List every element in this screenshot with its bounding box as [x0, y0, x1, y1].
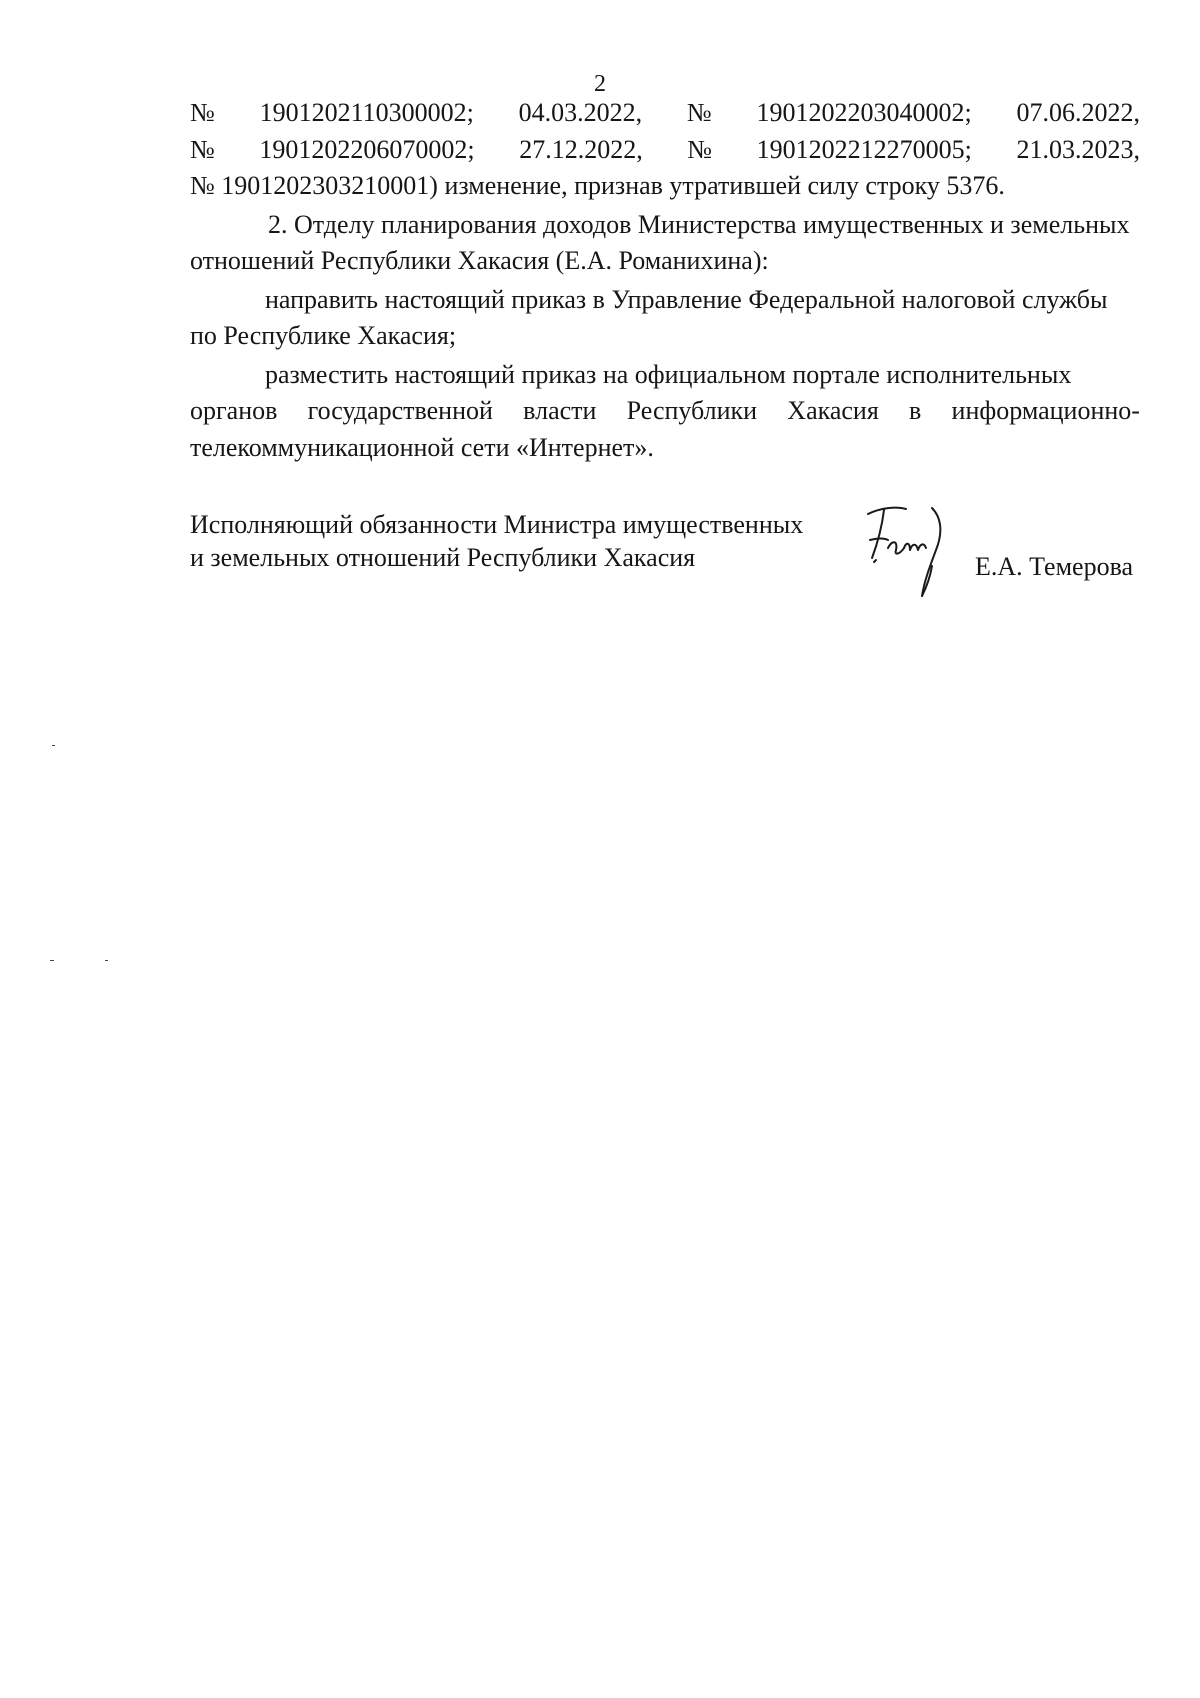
- number-sign: №: [687, 134, 713, 164]
- registration-number: 1901202110300002;: [259, 98, 474, 127]
- paragraph-4-line-3: телекоммуникационной сети «Интернет».: [190, 432, 654, 462]
- registration-date: 27.12.2022,: [519, 134, 643, 164]
- document-body: [190, 95, 1140, 466]
- paragraph-4-line-2: [190, 393, 1140, 430]
- paragraph-4-line-1: разместить настоящий приказ на официальном портале исполнительных: [265, 359, 1072, 389]
- scan-mark: [52, 745, 55, 746]
- registration-date: 21.03.2023,: [1016, 134, 1140, 164]
- signatory-position-line-2: и земельных отношений Республики Хакасия: [190, 543, 696, 572]
- registration-numbers-line-2: [190, 132, 1140, 169]
- signatory-position: [190, 508, 803, 574]
- registration-number: 1901202212270005;: [756, 134, 972, 164]
- page-number: 2: [594, 71, 606, 97]
- number-sign: №: [190, 98, 215, 127]
- amendment-text-line: № 1901202303210001) изменение, признав утратившей силу строку 5376.: [190, 171, 1005, 200]
- paragraph-3-line-1: направить настоящий приказ в Управление Федеральной налоговой службы: [265, 284, 1108, 314]
- signatory-position-line-1: Исполняющий обязанности Министра имущественных: [190, 510, 804, 539]
- registration-number: 1901202203040002;: [756, 98, 972, 127]
- scan-mark: [50, 960, 54, 961]
- signatory-name: Е.А. Темерова: [975, 552, 1134, 581]
- handwritten-signature: [848, 500, 968, 600]
- scan-mark: [105, 960, 108, 961]
- word: в: [909, 396, 922, 425]
- number-sign: №: [686, 98, 712, 127]
- word: Хакасия: [787, 396, 879, 425]
- word: информационно-: [951, 396, 1140, 425]
- registration-date: 04.03.2022,: [518, 98, 643, 127]
- word: государственной: [307, 396, 493, 425]
- registration-number: 1901202206070002;: [259, 134, 475, 164]
- word: органов: [190, 396, 278, 425]
- word: власти: [523, 396, 597, 425]
- word: Республики: [626, 396, 758, 425]
- registration-numbers-line-1: [190, 95, 1140, 132]
- paragraph-2-line-1: 2. Отделу планирования доходов Министерства имущественных и земельных: [268, 209, 1130, 239]
- paragraph-3-line-2: по Республике Хакасия;: [190, 321, 457, 350]
- paragraph-2-line-2: отношений Республики Хакасия (Е.А. Романихина):: [190, 246, 769, 275]
- number-sign: №: [190, 134, 215, 164]
- registration-date: 07.06.2022,: [1016, 98, 1140, 127]
